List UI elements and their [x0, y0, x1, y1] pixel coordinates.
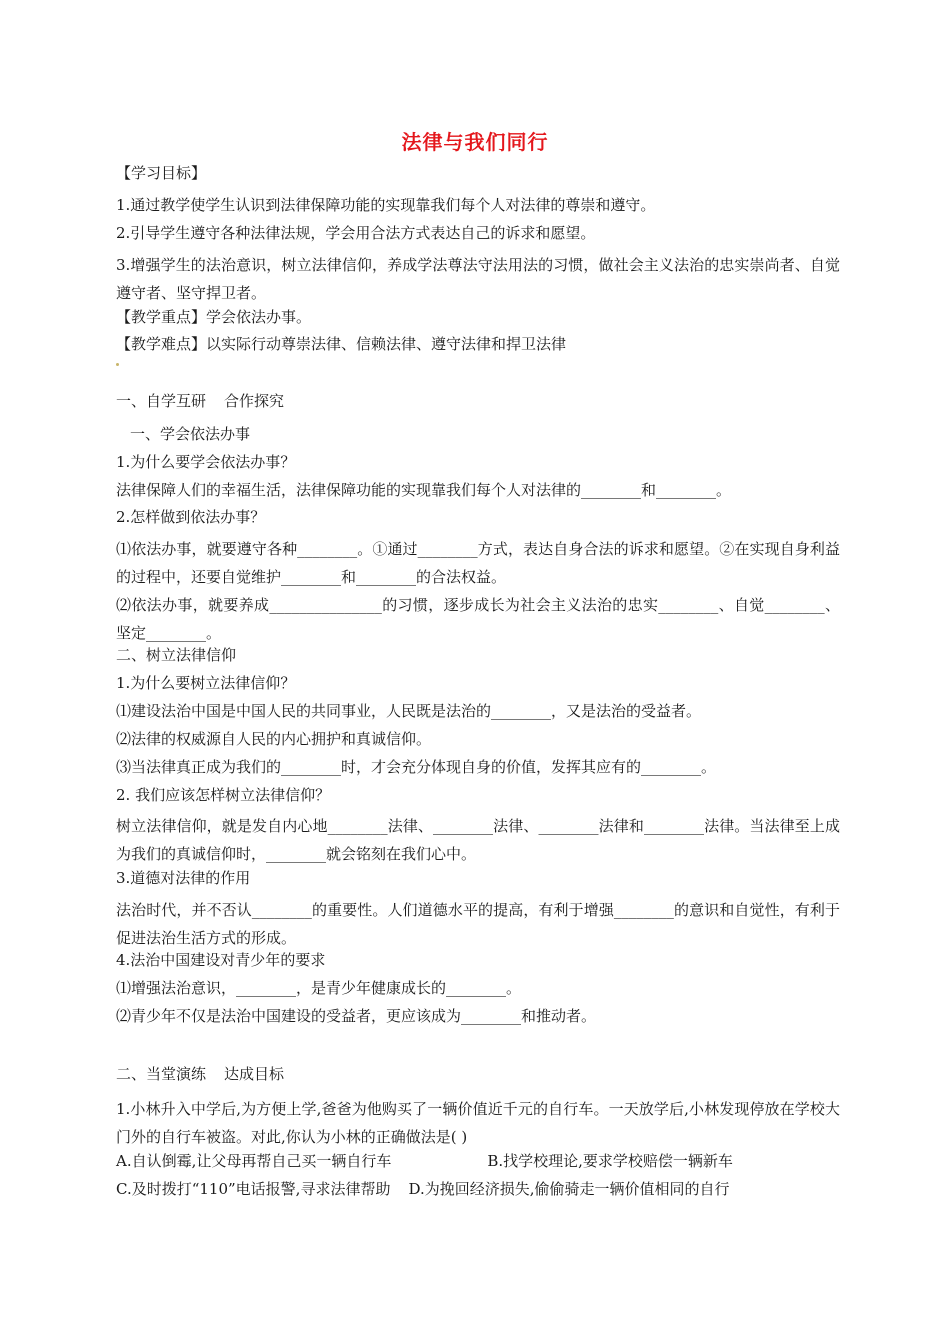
difficulty: 【教学难点】以实际行动尊崇法律、信赖法律、遵守法律和捍卫法律	[116, 335, 567, 353]
option-d: D.为挽回经济损失,偷偷骑走一辆价值相同的自行	[408, 1180, 730, 1198]
part2-heading	[116, 1064, 840, 1084]
answer-3-3: ⑶当法律真正成为我们的________时，才会充分体现自身的价值，发挥其应有的________。	[116, 758, 717, 776]
stray-mark	[116, 363, 119, 366]
question-3: 1.为什么要树立法律信仰？	[116, 674, 296, 692]
answer-2-2: ⑵依法办事，就要养成_______________的习惯，逐步成长为社会主义法治的忠实________、自觉________、坚定________。	[116, 596, 840, 642]
answer-1: 法律保障人们的幸福生活，法律保障功能的实现靠我们每个人对法律的________和________。	[116, 481, 732, 499]
document-title: 法律与我们同行	[401, 130, 549, 154]
exercise-options-row-1	[116, 1151, 840, 1171]
goal-item-1: 1.通过教学使学生认识到法律保障功能的实现靠我们每个人对法律的尊崇和遵守。	[116, 196, 656, 214]
section-heading-2: 二、树立法律信仰	[116, 646, 237, 664]
exercise-question-1: 1.小林升入中学后,为方便上学,爸爸为他购买了一辆价值近千元的自行车。一天放学后,小林发现停放在学校大门外的自行车被盗。对此,你认为小林的正确做法是( )	[116, 1100, 840, 1146]
answer-6-1: ⑴增强法治意识，________，是青少年健康成长的________。	[116, 979, 522, 997]
answer-2-1: ⑴依法办事，就要遵守各种________。①通过________方式，表达自身合法的诉求和愿望。②在实现自身利益的过程中，还要自觉维护________和________的合法权益。	[116, 540, 840, 586]
key-point: 【教学重点】学会依法办事。	[116, 308, 312, 326]
goal-item-2: 2.引导学生遵守各种法律法规，学会用合法方式表达自己的诉求和愿望。	[116, 224, 596, 242]
part1-heading-a: 一、自学互研	[116, 392, 207, 410]
section-heading-1: 一、学会依法办事	[130, 425, 251, 443]
goal-item-3: 3.增强学生的法治意识，树立法律信仰，养成学法尊法守法用法的习惯，做社会主义法治的忠实崇尚者、自觉遵守者、坚守捍卫者。	[116, 256, 840, 302]
part2-heading-b: 达成目标	[224, 1065, 285, 1083]
goals-heading: 【学习目标】	[116, 164, 207, 182]
question-1: 1.为什么要学会依法办事？	[116, 453, 296, 471]
question-2: 2.怎样做到依法办事？	[116, 508, 266, 526]
answer-6-2: ⑵青少年不仅是法治中国建设的受益者，更应该成为________和推动者。	[116, 1007, 597, 1025]
question-5: 3.道德对法律的作用	[116, 869, 251, 887]
option-c: C.及时拨打“110”电话报警,寻求法律帮助	[116, 1180, 391, 1198]
answer-3-1: ⑴建设法治中国是中国人民的共同事业，人民既是法治的________，又是法治的受益者。	[116, 702, 702, 720]
question-4: 2. 我们应该怎样树立法律信仰？	[116, 786, 331, 804]
part1-heading-b: 合作探究	[224, 392, 285, 410]
answer-4: 树立法律信仰，就是发自内心地________法律、________法律、________法律和________法律。当法律至上成为我们的真诚信仰时，________就会铭刻在我们心中。	[116, 817, 840, 863]
option-b: B.找学校理论,要求学校赔偿一辆新车	[487, 1152, 733, 1170]
part1-heading	[116, 391, 840, 411]
answer-5: 法治时代，并不否认________的重要性。人们道德水平的提高，有利于增强________的意识和自觉性，有利于促进法治生活方式的形成。	[116, 901, 840, 947]
exercise-options-row-2	[116, 1179, 840, 1199]
question-6: 4.法治中国建设对青少年的要求	[116, 951, 326, 969]
part2-heading-a: 二、当堂演练	[116, 1065, 207, 1083]
answer-3-2: ⑵法律的权威源自人民的内心拥护和真诚信仰。	[116, 730, 432, 748]
option-a: A.自认倒霉,让父母再帮自己买一辆自行车	[116, 1152, 392, 1170]
